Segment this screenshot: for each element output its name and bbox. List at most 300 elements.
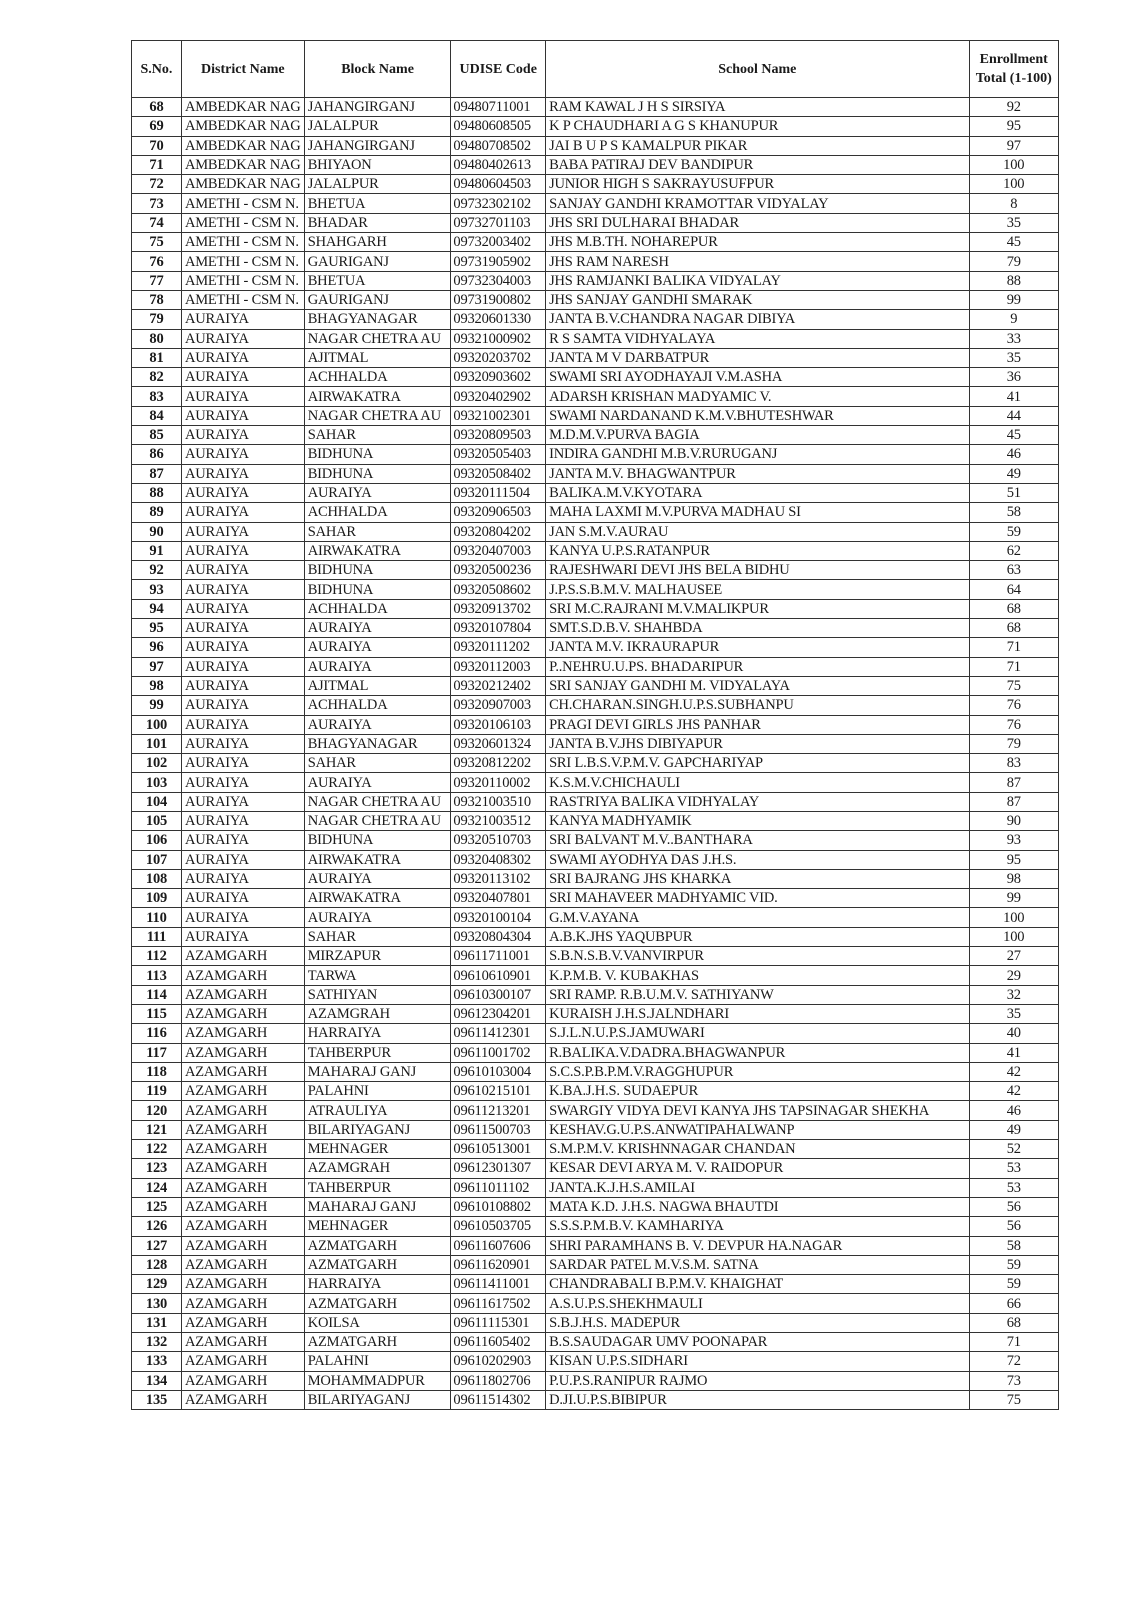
cell-school-name: SANJAY GANDHI KRAMOTTAR VIDYALAY xyxy=(546,194,969,213)
cell-udise-code: 09731900802 xyxy=(451,290,546,309)
table-row xyxy=(132,271,1059,290)
header-udise: UDISE Code xyxy=(451,41,546,98)
cell-sno: 77 xyxy=(132,271,182,290)
cell-sno: 121 xyxy=(132,1120,182,1139)
cell-block: JALALPUR xyxy=(304,175,451,194)
cell-district: AURAIYA xyxy=(181,522,304,541)
cell-school-name: SRI BAJRANG JHS KHARKA xyxy=(546,869,969,888)
cell-district: AURAIYA xyxy=(181,696,304,715)
table-row xyxy=(132,811,1059,830)
cell-sno: 73 xyxy=(132,194,182,213)
cell-udise-code: 09610215101 xyxy=(451,1082,546,1101)
cell-udise-code: 09480711001 xyxy=(451,98,546,117)
cell-sno: 83 xyxy=(132,387,182,406)
cell-udise-code: 09610300107 xyxy=(451,985,546,1004)
cell-enrollment: 49 xyxy=(969,464,1059,483)
cell-enrollment: 93 xyxy=(969,831,1059,850)
cell-sno: 131 xyxy=(132,1313,182,1332)
table-row xyxy=(132,175,1059,194)
cell-school-name: INDIRA GANDHI M.B.V.RURUGANJ xyxy=(546,445,969,464)
cell-udise-code: 09320505403 xyxy=(451,445,546,464)
cell-sno: 132 xyxy=(132,1333,182,1352)
cell-school-name: K.BA.J.H.S. SUDAEPUR xyxy=(546,1082,969,1101)
cell-sno: 135 xyxy=(132,1390,182,1409)
cell-district: AZAMGARH xyxy=(181,1004,304,1023)
table-row xyxy=(132,348,1059,367)
cell-sno: 125 xyxy=(132,1197,182,1216)
cell-enrollment: 51 xyxy=(969,483,1059,502)
cell-enrollment: 46 xyxy=(969,1101,1059,1120)
cell-school-name: JANTA B.V.CHANDRA NAGAR DIBIYA xyxy=(546,310,969,329)
cell-district: AZAMGARH xyxy=(181,1120,304,1139)
cell-block: MIRZAPUR xyxy=(304,947,451,966)
header-enrollment-line2: Total (1-100) xyxy=(975,71,1052,86)
cell-block: NAGAR CHETRA AU xyxy=(304,811,451,830)
cell-block: PALAHNI xyxy=(304,1082,451,1101)
table-row xyxy=(132,580,1059,599)
cell-sno: 120 xyxy=(132,1101,182,1120)
cell-block: AZAMGRAH xyxy=(304,1004,451,1023)
cell-district: AURAIYA xyxy=(181,811,304,830)
cell-block: AURAIYA xyxy=(304,773,451,792)
cell-school-name: SRI BALVANT M.V..BANTHARA xyxy=(546,831,969,850)
table-row xyxy=(132,426,1059,445)
cell-district: AZAMGARH xyxy=(181,1390,304,1409)
cell-enrollment: 59 xyxy=(969,1275,1059,1294)
cell-block: AZAMGRAH xyxy=(304,1159,451,1178)
cell-block: BIDHUNA xyxy=(304,464,451,483)
cell-sno: 98 xyxy=(132,676,182,695)
cell-district: AZAMGARH xyxy=(181,1159,304,1178)
table-row xyxy=(132,1217,1059,1236)
cell-school-name: KANYA U.P.S.RATANPUR xyxy=(546,541,969,560)
cell-school-name: MAHA LAXMI M.V.PURVA MADHAU SI xyxy=(546,503,969,522)
cell-school-name: P.U.P.S.RANIPUR RAJMO xyxy=(546,1371,969,1390)
cell-school-name: JAN S.M.V.AURAU xyxy=(546,522,969,541)
cell-district: AURAIYA xyxy=(181,754,304,773)
cell-school-name: BALIKA.M.V.KYOTARA xyxy=(546,483,969,502)
header-enrollment-line1: Enrollment xyxy=(979,52,1048,67)
cell-udise-code: 09321000902 xyxy=(451,329,546,348)
cell-udise-code: 09611412301 xyxy=(451,1024,546,1043)
cell-sno: 95 xyxy=(132,619,182,638)
cell-school-name: SWAMI AYODHYA DAS J.H.S. xyxy=(546,850,969,869)
cell-sno: 102 xyxy=(132,754,182,773)
cell-block: NAGAR CHETRA AU xyxy=(304,406,451,425)
cell-udise-code: 09612304201 xyxy=(451,1004,546,1023)
cell-udise-code: 09320112003 xyxy=(451,657,546,676)
table-row xyxy=(132,1390,1059,1409)
cell-udise-code: 09480604503 xyxy=(451,175,546,194)
cell-sno: 111 xyxy=(132,927,182,946)
cell-district: AURAIYA xyxy=(181,850,304,869)
cell-district: AURAIYA xyxy=(181,908,304,927)
cell-school-name: S.B.J.H.S. MADEPUR xyxy=(546,1313,969,1332)
table-row xyxy=(132,445,1059,464)
cell-school-name: S.S.S.P.M.B.V. KAMHARIYA xyxy=(546,1217,969,1236)
cell-enrollment: 9 xyxy=(969,310,1059,329)
cell-udise-code: 09320408302 xyxy=(451,850,546,869)
cell-sno: 105 xyxy=(132,811,182,830)
cell-sno: 96 xyxy=(132,638,182,657)
cell-block: AIRWAKATRA xyxy=(304,850,451,869)
cell-school-name: R.BALIKA.V.DADRA.BHAGWANPUR xyxy=(546,1043,969,1062)
table-row xyxy=(132,329,1059,348)
cell-district: AURAIYA xyxy=(181,715,304,734)
cell-school-name: SARDAR PATEL M.V.S.M. SATNA xyxy=(546,1255,969,1274)
cell-block: AURAIYA xyxy=(304,619,451,638)
table-row xyxy=(132,387,1059,406)
cell-udise-code: 09320106103 xyxy=(451,715,546,734)
cell-school-name: RAM KAWAL J H S SIRSIYA xyxy=(546,98,969,117)
cell-sno: 85 xyxy=(132,426,182,445)
cell-enrollment: 33 xyxy=(969,329,1059,348)
table-row xyxy=(132,676,1059,695)
cell-district: AURAIYA xyxy=(181,464,304,483)
table-row xyxy=(132,773,1059,792)
cell-sno: 116 xyxy=(132,1024,182,1043)
cell-udise-code: 09610108802 xyxy=(451,1197,546,1216)
cell-district: AURAIYA xyxy=(181,869,304,888)
cell-block: AURAIYA xyxy=(304,483,451,502)
cell-district: AZAMGARH xyxy=(181,1024,304,1043)
cell-district: AZAMGARH xyxy=(181,1313,304,1332)
cell-sno: 128 xyxy=(132,1255,182,1274)
cell-sno: 109 xyxy=(132,889,182,908)
cell-sno: 110 xyxy=(132,908,182,927)
cell-enrollment: 42 xyxy=(969,1062,1059,1081)
cell-sno: 100 xyxy=(132,715,182,734)
cell-district: AURAIYA xyxy=(181,773,304,792)
cell-district: AZAMGARH xyxy=(181,1082,304,1101)
cell-sno: 91 xyxy=(132,541,182,560)
cell-school-name: G.M.V.AYANA xyxy=(546,908,969,927)
cell-udise-code: 09320903602 xyxy=(451,368,546,387)
table-row xyxy=(132,1371,1059,1390)
cell-district: AMETHI - CSM N. xyxy=(181,213,304,232)
cell-block: ACHHALDA xyxy=(304,696,451,715)
table-row xyxy=(132,947,1059,966)
cell-district: AMETHI - CSM N. xyxy=(181,271,304,290)
cell-udise-code: 09320100104 xyxy=(451,908,546,927)
cell-udise-code: 09611802706 xyxy=(451,1371,546,1390)
cell-enrollment: 8 xyxy=(969,194,1059,213)
cell-school-name: CH.CHARAN.SINGH.U.P.S.SUBHANPU xyxy=(546,696,969,715)
cell-district: AMBEDKAR NAG xyxy=(181,98,304,117)
cell-school-name: JANTA M.V. BHAGWANTPUR xyxy=(546,464,969,483)
cell-udise-code: 09731905902 xyxy=(451,252,546,271)
table-row xyxy=(132,213,1059,232)
cell-district: AZAMGARH xyxy=(181,1178,304,1197)
cell-block: JALALPUR xyxy=(304,117,451,136)
table-row xyxy=(132,1101,1059,1120)
cell-udise-code: 09320804304 xyxy=(451,927,546,946)
cell-school-name: RASTRIYA BALIKA VIDHYALAY xyxy=(546,792,969,811)
cell-district: AZAMGARH xyxy=(181,966,304,985)
table-row xyxy=(132,1333,1059,1352)
cell-sno: 113 xyxy=(132,966,182,985)
cell-enrollment: 53 xyxy=(969,1178,1059,1197)
cell-district: AURAIYA xyxy=(181,406,304,425)
cell-district: AURAIYA xyxy=(181,619,304,638)
cell-school-name: KESAR DEVI ARYA M. V. RAIDOPUR xyxy=(546,1159,969,1178)
cell-block: MAHARAJ GANJ xyxy=(304,1062,451,1081)
cell-udise-code: 09612301307 xyxy=(451,1159,546,1178)
cell-enrollment: 27 xyxy=(969,947,1059,966)
cell-sno: 78 xyxy=(132,290,182,309)
cell-enrollment: 97 xyxy=(969,136,1059,155)
cell-block: NAGAR CHETRA AU xyxy=(304,792,451,811)
cell-district: AURAIYA xyxy=(181,310,304,329)
cell-udise-code: 09611605402 xyxy=(451,1333,546,1352)
cell-block: AZMATGARH xyxy=(304,1255,451,1274)
cell-udise-code: 09480608505 xyxy=(451,117,546,136)
table-row xyxy=(132,599,1059,618)
cell-udise-code: 09320508402 xyxy=(451,464,546,483)
cell-district: AURAIYA xyxy=(181,348,304,367)
cell-udise-code: 09732304003 xyxy=(451,271,546,290)
cell-sno: 68 xyxy=(132,98,182,117)
cell-block: TARWA xyxy=(304,966,451,985)
cell-udise-code: 09611620901 xyxy=(451,1255,546,1274)
table-row xyxy=(132,831,1059,850)
cell-district: AZAMGARH xyxy=(181,1275,304,1294)
cell-district: AZAMGARH xyxy=(181,1062,304,1081)
cell-sno: 74 xyxy=(132,213,182,232)
cell-district: AMETHI - CSM N. xyxy=(181,290,304,309)
cell-udise-code: 09321002301 xyxy=(451,406,546,425)
cell-enrollment: 45 xyxy=(969,233,1059,252)
cell-district: AZAMGARH xyxy=(181,1255,304,1274)
cell-enrollment: 58 xyxy=(969,503,1059,522)
cell-block: ACHHALDA xyxy=(304,368,451,387)
cell-udise-code: 09480708502 xyxy=(451,136,546,155)
cell-sno: 72 xyxy=(132,175,182,194)
cell-udise-code: 09320601324 xyxy=(451,734,546,753)
header-block: Block Name xyxy=(304,41,451,98)
table-row xyxy=(132,1043,1059,1062)
cell-district: AURAIYA xyxy=(181,599,304,618)
cell-enrollment: 76 xyxy=(969,696,1059,715)
table-row xyxy=(132,252,1059,271)
cell-block: HARRAIYA xyxy=(304,1024,451,1043)
cell-sno: 114 xyxy=(132,985,182,1004)
cell-sno: 88 xyxy=(132,483,182,502)
cell-district: AURAIYA xyxy=(181,561,304,580)
table-row xyxy=(132,985,1059,1004)
table-row xyxy=(132,1024,1059,1043)
table-body xyxy=(132,98,1059,1410)
cell-udise-code: 09320907003 xyxy=(451,696,546,715)
cell-sno: 117 xyxy=(132,1043,182,1062)
table-row xyxy=(132,908,1059,927)
cell-block: BIDHUNA xyxy=(304,580,451,599)
cell-enrollment: 100 xyxy=(969,155,1059,174)
cell-school-name: SWARGIY VIDYA DEVI KANYA JHS TAPSINAGAR SHEKHA xyxy=(546,1101,969,1120)
cell-enrollment: 49 xyxy=(969,1120,1059,1139)
cell-block: JAHANGIRGANJ xyxy=(304,98,451,117)
table-row xyxy=(132,98,1059,117)
cell-district: AURAIYA xyxy=(181,889,304,908)
cell-enrollment: 59 xyxy=(969,1255,1059,1274)
cell-school-name: JANTA M.V. IKRAURAPUR xyxy=(546,638,969,657)
cell-block: SAHAR xyxy=(304,754,451,773)
cell-block: AJITMAL xyxy=(304,348,451,367)
cell-sno: 82 xyxy=(132,368,182,387)
cell-enrollment: 87 xyxy=(969,773,1059,792)
cell-block: TAHBERPUR xyxy=(304,1043,451,1062)
cell-sno: 129 xyxy=(132,1275,182,1294)
cell-school-name: RAJESHWARI DEVI JHS BELA BIDHU xyxy=(546,561,969,580)
cell-block: ACHHALDA xyxy=(304,503,451,522)
cell-sno: 119 xyxy=(132,1082,182,1101)
cell-enrollment: 53 xyxy=(969,1159,1059,1178)
cell-sno: 92 xyxy=(132,561,182,580)
cell-sno: 70 xyxy=(132,136,182,155)
cell-school-name: SRI M.C.RAJRANI M.V.MALIKPUR xyxy=(546,599,969,618)
cell-sno: 112 xyxy=(132,947,182,966)
table-row xyxy=(132,734,1059,753)
cell-block: SHAHGARH xyxy=(304,233,451,252)
cell-enrollment: 45 xyxy=(969,426,1059,445)
cell-school-name: SMT.S.D.B.V. SHAHBDA xyxy=(546,619,969,638)
cell-school-name: R S SAMTA VIDHYALAYA xyxy=(546,329,969,348)
cell-block: AURAIYA xyxy=(304,869,451,888)
table-row xyxy=(132,927,1059,946)
cell-enrollment: 63 xyxy=(969,561,1059,580)
cell-district: AURAIYA xyxy=(181,426,304,445)
cell-udise-code: 09480402613 xyxy=(451,155,546,174)
cell-school-name: JHS M.B.TH. NOHAREPUR xyxy=(546,233,969,252)
cell-udise-code: 09321003512 xyxy=(451,811,546,830)
cell-sno: 115 xyxy=(132,1004,182,1023)
table-row xyxy=(132,638,1059,657)
cell-block: BILARIYAGANJ xyxy=(304,1120,451,1139)
table-row xyxy=(132,792,1059,811)
cell-block: NAGAR CHETRA AU xyxy=(304,329,451,348)
header-school: School Name xyxy=(546,41,969,98)
cell-udise-code: 09320812202 xyxy=(451,754,546,773)
cell-district: AURAIYA xyxy=(181,503,304,522)
cell-school-name: K.P.M.B. V. KUBAKHAS xyxy=(546,966,969,985)
cell-school-name: S.M.P.M.V. KRISHNNAGAR CHANDAN xyxy=(546,1140,969,1159)
cell-school-name: S.C.S.P.B.P.M.V.RAGGHUPUR xyxy=(546,1062,969,1081)
cell-district: AMBEDKAR NAG xyxy=(181,136,304,155)
table-row xyxy=(132,869,1059,888)
cell-enrollment: 71 xyxy=(969,638,1059,657)
cell-school-name: K.S.M.V.CHICHAULI xyxy=(546,773,969,792)
cell-block: AIRWAKATRA xyxy=(304,541,451,560)
header-sno: S.No. xyxy=(132,41,182,98)
cell-block: SAHAR xyxy=(304,927,451,946)
cell-block: AURAIYA xyxy=(304,715,451,734)
cell-sno: 76 xyxy=(132,252,182,271)
cell-udise-code: 09320212402 xyxy=(451,676,546,695)
header-enrollment xyxy=(969,41,1059,98)
cell-sno: 134 xyxy=(132,1371,182,1390)
table-row xyxy=(132,889,1059,908)
cell-sno: 80 xyxy=(132,329,182,348)
table-row xyxy=(132,117,1059,136)
cell-udise-code: 09320203702 xyxy=(451,348,546,367)
cell-enrollment: 42 xyxy=(969,1082,1059,1101)
cell-block: AURAIYA xyxy=(304,908,451,927)
cell-udise-code: 09611011102 xyxy=(451,1178,546,1197)
cell-enrollment: 64 xyxy=(969,580,1059,599)
table-row xyxy=(132,715,1059,734)
cell-enrollment: 98 xyxy=(969,869,1059,888)
cell-block: BHIYAON xyxy=(304,155,451,174)
table-row xyxy=(132,1197,1059,1216)
cell-enrollment: 32 xyxy=(969,985,1059,1004)
cell-block: TAHBERPUR xyxy=(304,1178,451,1197)
table-row xyxy=(132,136,1059,155)
cell-district: AZAMGARH xyxy=(181,1217,304,1236)
cell-school-name: JANTA M V DARBATPUR xyxy=(546,348,969,367)
cell-udise-code: 09320510703 xyxy=(451,831,546,850)
header-row xyxy=(132,41,1059,98)
cell-sno: 94 xyxy=(132,599,182,618)
cell-udise-code: 09610503705 xyxy=(451,1217,546,1236)
cell-school-name: S.B.N.S.B.V.VANVIRPUR xyxy=(546,947,969,966)
cell-enrollment: 41 xyxy=(969,387,1059,406)
cell-enrollment: 71 xyxy=(969,657,1059,676)
cell-district: AURAIYA xyxy=(181,541,304,560)
table-row xyxy=(132,850,1059,869)
cell-school-name: M.D.M.V.PURVA BAGIA xyxy=(546,426,969,445)
table-row xyxy=(132,503,1059,522)
table-row xyxy=(132,541,1059,560)
table-row xyxy=(132,1140,1059,1159)
cell-udise-code: 09320601330 xyxy=(451,310,546,329)
cell-district: AURAIYA xyxy=(181,368,304,387)
cell-block: AIRWAKATRA xyxy=(304,387,451,406)
cell-school-name: JUNIOR HIGH S SAKRAYUSUFPUR xyxy=(546,175,969,194)
cell-school-name: KISAN U.P.S.SIDHARI xyxy=(546,1352,969,1371)
table-row xyxy=(132,368,1059,387)
cell-district: AMBEDKAR NAG xyxy=(181,175,304,194)
cell-enrollment: 46 xyxy=(969,445,1059,464)
cell-school-name: JAI B U P S KAMALPUR PIKAR xyxy=(546,136,969,155)
cell-sno: 106 xyxy=(132,831,182,850)
cell-sno: 118 xyxy=(132,1062,182,1081)
cell-district: AMETHI - CSM N. xyxy=(181,233,304,252)
table-row xyxy=(132,464,1059,483)
cell-school-name: SWAMI SRI AYODHAYAJI V.M.ASHA xyxy=(546,368,969,387)
cell-enrollment: 52 xyxy=(969,1140,1059,1159)
cell-sno: 75 xyxy=(132,233,182,252)
cell-udise-code: 09320402902 xyxy=(451,387,546,406)
table-row xyxy=(132,290,1059,309)
cell-district: AZAMGARH xyxy=(181,1043,304,1062)
cell-school-name: JHS RAM NARESH xyxy=(546,252,969,271)
cell-udise-code: 09320407003 xyxy=(451,541,546,560)
cell-block: HARRAIYA xyxy=(304,1275,451,1294)
cell-udise-code: 09610610901 xyxy=(451,966,546,985)
cell-enrollment: 100 xyxy=(969,908,1059,927)
cell-school-name: SRI RAMP. R.B.U.M.V. SATHIYANW xyxy=(546,985,969,1004)
cell-enrollment: 35 xyxy=(969,1004,1059,1023)
cell-sno: 104 xyxy=(132,792,182,811)
cell-enrollment: 44 xyxy=(969,406,1059,425)
cell-enrollment: 62 xyxy=(969,541,1059,560)
cell-block: SAHAR xyxy=(304,426,451,445)
cell-district: AURAIYA xyxy=(181,734,304,753)
cell-school-name: SRI SANJAY GANDHI M. VIDYALAYA xyxy=(546,676,969,695)
cell-school-name: JANTA B.V.JHS DIBIYAPUR xyxy=(546,734,969,753)
cell-district: AZAMGARH xyxy=(181,1140,304,1159)
cell-udise-code: 09320913702 xyxy=(451,599,546,618)
